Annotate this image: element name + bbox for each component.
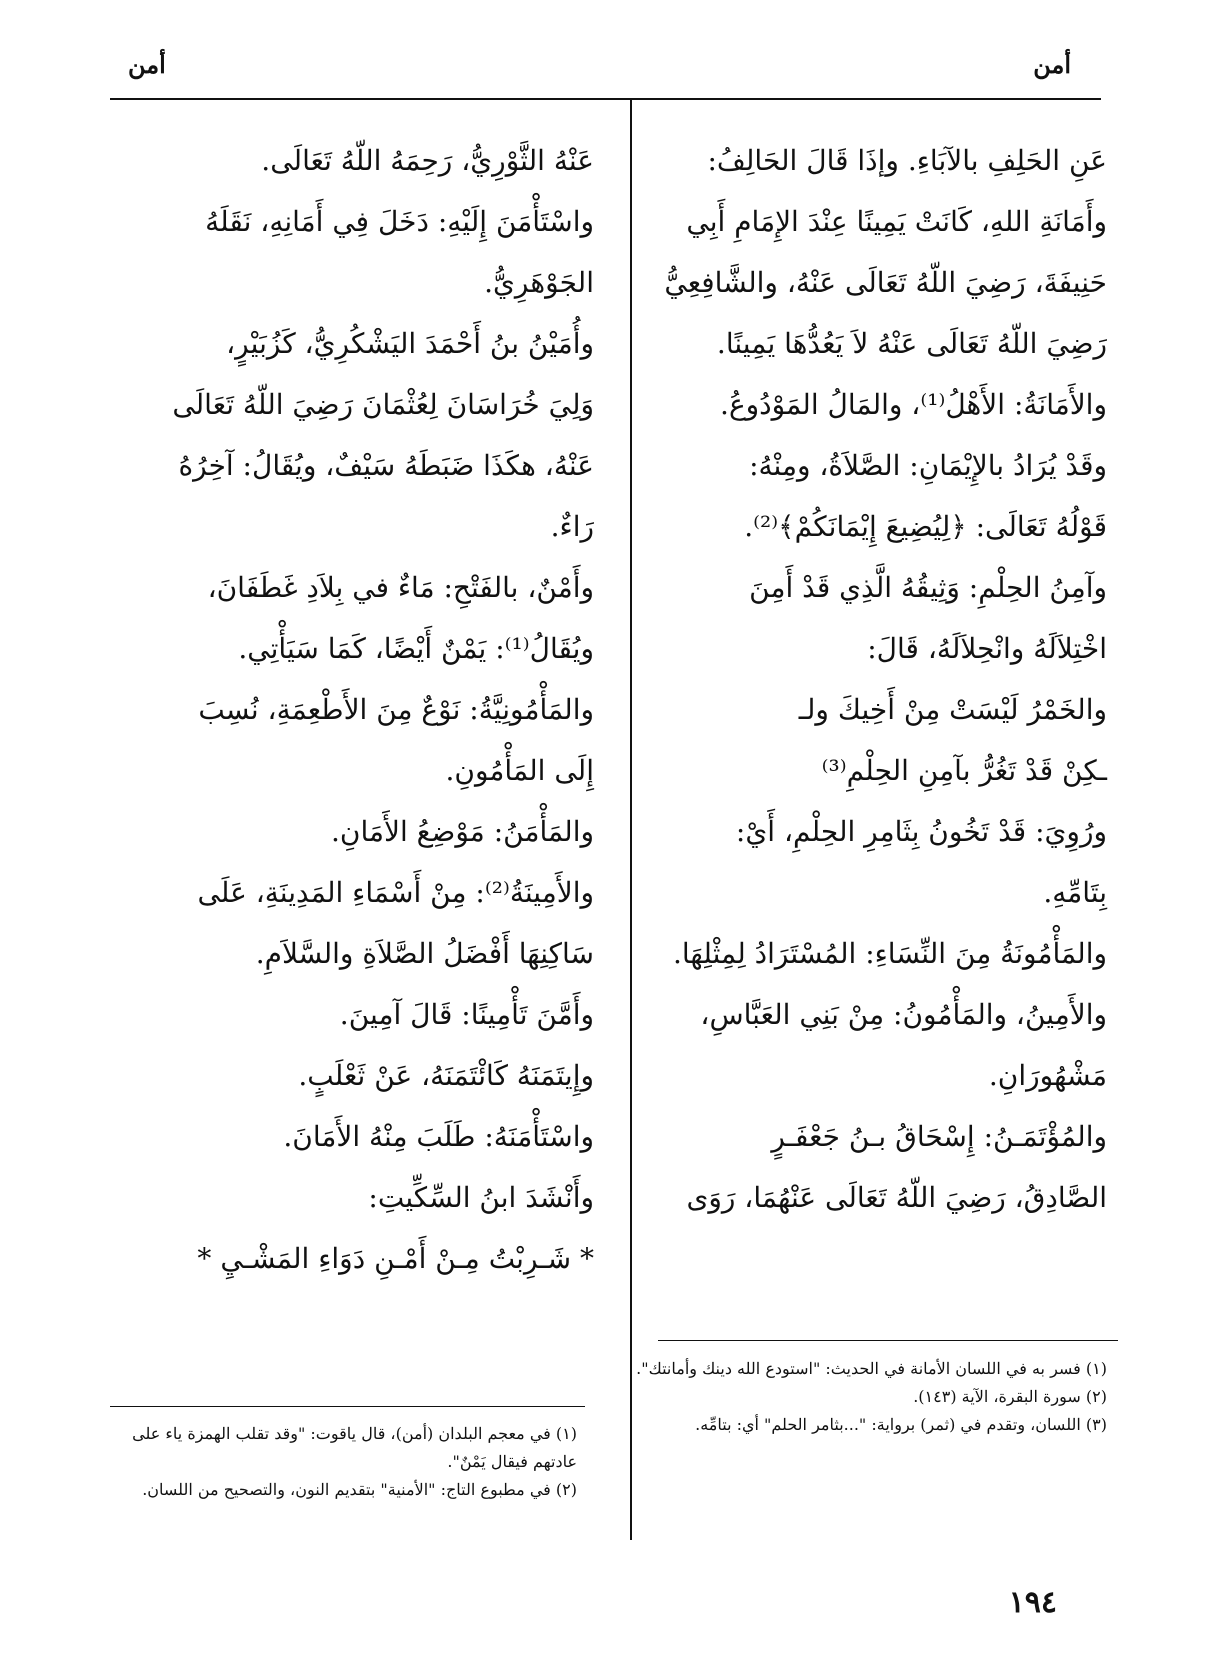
- footnote: (٢) سورة البقرة، الآية (١٤٣).: [913, 1387, 1107, 1406]
- verse-line: والخَمْرُ لَيْسَتْ مِنْ أَخِيكَ ولـ: [798, 693, 1107, 726]
- text-line: واسْتَأْمَنَ إِلَيْهِ: دَخَلَ فِي أَمَانِهِ، نَقَلَهُ: [205, 205, 594, 238]
- text-line: بِتَامِّهِ.: [1043, 876, 1107, 909]
- footnote: (١) في معجم البلدان (أمن)، قال ياقوت: "وقد تقلب الهمزة ياء على عادتهم فيقال يَمْنٌ".: [132, 1424, 577, 1471]
- footnote-rule-right: [658, 1340, 1118, 1341]
- text-line: مَشْهُورَانِ.: [988, 1059, 1107, 1092]
- text-line: وآمِنُ الحِلْمِ: وَثِيقُهُ الَّذِي قَدْ أَمِنَ: [749, 571, 1107, 604]
- text-line: والمَأْمُونِيَّةُ: نَوْعٌ مِنَ الأَطْعِمَةِ، نُسِبَ: [198, 693, 594, 726]
- text-line: وأَمْنٌ، بالفَتْحِ: مَاءٌ في بِلاَدِ غَطَفَانَ،: [207, 571, 594, 604]
- text-line: والمَأْمَنُ: مَوْضِعُ الأَمَانِ.: [331, 815, 594, 848]
- text-line: والأَمِينُ، والمَأْمُونُ: مِنْ بَنِي العَبَّاسِ،: [700, 998, 1107, 1031]
- text-line: عَنِ الحَلِفِ بالآبَاءِ. وإذَا قَالَ الحَالِفُ:: [707, 144, 1107, 177]
- footnote: (٢) في مطبوع التاج: "الأمنية" بتقديم النون، والتصحيح من اللسان.: [142, 1480, 577, 1499]
- text-line: واسْتَأْمَنَهُ: طَلَبَ مِنْهُ الأَمَانَ.: [283, 1120, 594, 1153]
- footnotes-right: [612, 1355, 1107, 1439]
- text-line: والأَمِينَةُ⁽²⁾: مِنْ أَسْمَاءِ المَدِينَةِ، عَلَى: [197, 876, 594, 909]
- text-line: وَلِيَ خُرَاسَانَ لِعُثْمَانَ رَضِيَ اللّهُ تَعَالَى: [172, 388, 594, 421]
- text-line: رَضِيَ اللّهُ تَعَالَى عَنْهُ لاَ يَعُدُّهَا يَمِينًا.: [716, 327, 1107, 360]
- header-rule: [110, 98, 1101, 100]
- page-number: ١٩٤: [1008, 1585, 1057, 1620]
- footnote: (١) فسر به في اللسان الأمانة في الحديث: "استودع الله دينك وأمانتك".: [636, 1359, 1107, 1378]
- headword-right: أمن: [1033, 50, 1071, 79]
- text-line: قَوْلُهُ تَعَالَى: ﴿لِيُضِيعَ إِيْمَانَكُمْ﴾⁽²⁾.: [744, 510, 1107, 543]
- right-column: [607, 130, 1107, 1228]
- verse-line: * شَـرِبْتُ مِـنْ أَمْـنِ دَوَاءِ المَشْـيِ *: [197, 1242, 594, 1275]
- text-line: سَاكِنِهَا أَفْضَلُ الصَّلاَةِ والسَّلاَمِ.: [255, 937, 594, 970]
- text-line: الجَوْهَرِيُّ.: [484, 266, 594, 299]
- text-line: عَنْهُ الثَّوْرِيُّ، رَحِمَهُ اللّهُ تَعَالَى.: [261, 144, 594, 177]
- headword-left: أمن: [128, 50, 166, 79]
- footnote-rule-left: [110, 1406, 585, 1407]
- text-line: ورُوِيَ: قَدْ تَخُونُ بِثَامِرِ الحِلْمِ، أَيْ:: [735, 815, 1107, 848]
- text-line: وأَمَانَةِ اللهِ، كَانَتْ يَمِينًا عِنْدَ الإِمَامِ أَبِي: [686, 205, 1107, 238]
- text-line: والأَمَانَةُ: الأَهْلُ⁽¹⁾، والمَالُ المَوْدُوعُ.: [720, 388, 1107, 421]
- footnotes-left: [107, 1420, 577, 1504]
- text-line: وأَنْشَدَ ابنُ السِّكِّيتِ:: [368, 1181, 594, 1214]
- text-line: الصَّادِقُ، رَضِيَ اللّهُ تَعَالَى عَنْهُمَا، رَوَى: [686, 1181, 1107, 1214]
- text-line: إِلَى المَأْمُونِ.: [445, 754, 594, 787]
- text-line: وأُمَيْنُ بنُ أَحْمَدَ اليَشْكُرِيُّ، كَزُبَيْرٍ،: [226, 327, 594, 360]
- left-column: [109, 130, 594, 1289]
- text-line: عَنْهُ، هكَذَا ضَبَطَهُ سَيْفٌ، ويُقَالُ: آخِرُهُ: [178, 449, 594, 482]
- text-line: رَاءٌ.: [550, 510, 594, 543]
- text-line: وقَدْ يُرَادُ بالإِيْمَانِ: الصَّلاَةُ، ومِنْهُ:: [749, 449, 1107, 482]
- text-line: اخْتِلاَلَهُ وانْحِلاَلَهُ، قَالَ:: [867, 632, 1107, 665]
- text-line: والمُؤْتَمَـنُ: إِسْحَاقُ بـنُ جَعْفَـرٍ: [771, 1120, 1107, 1153]
- verse-line: ـكِنْ قَدْ تَغُرُّ بآمِنِ الحِلْمِ⁽³⁾: [821, 754, 1107, 787]
- text-line: حَنِيفَةَ، رَضِيَ اللّهُ تَعَالَى عَنْهُ، والشَّافِعِيُّ: [664, 266, 1107, 299]
- text-line: وأَمَّنَ تَأْمِينًا: قَالَ آمِينَ.: [339, 998, 594, 1031]
- text-line: ويُقَالُ⁽¹⁾: يَمْنٌ أَيْضًا، كَمَا سَيَأْتِي.: [238, 632, 594, 665]
- text-line: والمَأْمُونَةُ مِنَ النِّسَاءِ: المُسْتَرَادُ لِمِثْلِهَا.: [673, 937, 1107, 970]
- footnote: (٣) اللسان، وتقدم في (ثمر) برواية: "...بثامر الحلم" أي: بتامِّه.: [695, 1415, 1107, 1434]
- text-line: وإِيتَمَنَهُ كَائْتَمَنَهُ، عَنْ ثَعْلَبٍ.: [298, 1059, 594, 1092]
